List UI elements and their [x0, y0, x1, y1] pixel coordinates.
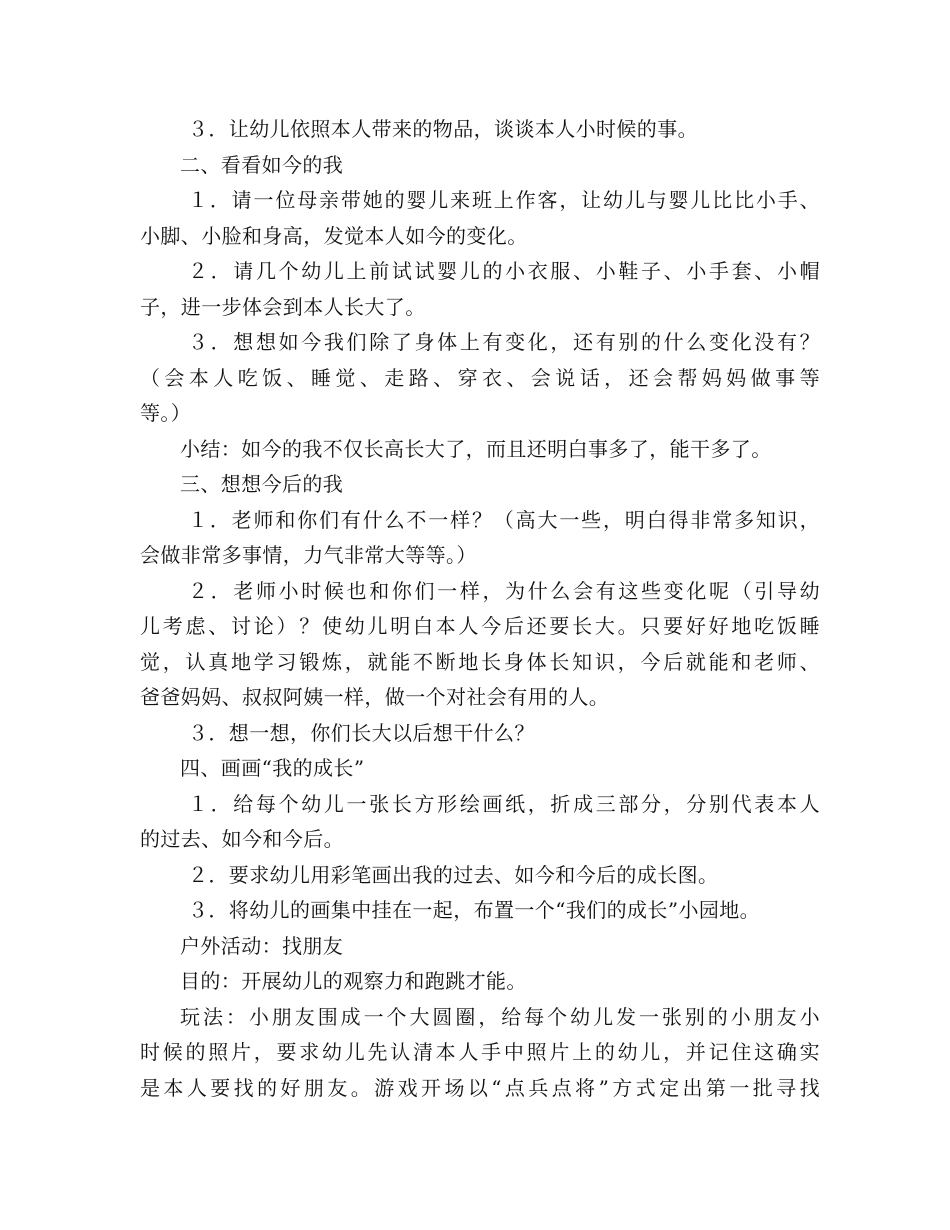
paragraph-line: ２．要求幼儿用彩笔画出我的过去、如今和今后的成长图。 — [188, 862, 719, 887]
paragraph-line: ３．让幼儿依照本人带来的物品，谈谈本人小时候的事。 — [188, 117, 698, 141]
paragraph-line: 小脚、小脸和身高，发觉本人如今的变化。 — [140, 223, 528, 248]
paragraph-line: ２．请几个幼儿上前试试婴儿的小衣服、小鞋子、小手套、小帽 — [188, 259, 820, 283]
paragraph-line: ３．想一想，你们长大以后想干什么？ — [188, 720, 535, 745]
paragraph-line: 是本人要找的好朋友。游戏开场以“点兵点将”方式定出第一批寻找 — [140, 1075, 820, 1100]
paragraph-line: （会本人吃饭、睡觉、走路、穿衣、会说话，还会帮妈妈做事等 — [140, 365, 820, 390]
document-body — [140, 112, 820, 1106]
paragraph-line: 儿考虑、讨论）？使幼儿明白本人今后还要长大。只要好好地吃饭睡 — [140, 614, 820, 638]
paragraph-line: 等。） — [140, 401, 192, 425]
activity-heading: 户外活动：找朋友 — [180, 933, 344, 958]
paragraph-line: ３．将幼儿的画集中挂在一起，布置一个“我们的成长”小园地。 — [188, 898, 761, 922]
paragraph-line: 玩法：小朋友围成一个大圆圈，给每个幼儿发一张别的小朋友小 — [180, 1004, 820, 1029]
paragraph-line: 会做非常多事情，力气非常大等等。） — [140, 543, 477, 567]
paragraph-line: １．请一位母亲带她的婴儿来班上作客，让幼儿与婴儿比比小手、 — [188, 188, 820, 212]
paragraph-line: 的过去、如今和今后。 — [140, 827, 344, 851]
paragraph-line: 子，进一步体会到本人长大了。 — [140, 294, 426, 319]
section-heading-2: 二、看看如今的我 — [180, 152, 344, 177]
activity-goal: 目的：开展幼儿的观察力和跑跳才能。 — [180, 969, 527, 993]
paragraph-line: １．给每个幼儿一张长方形绘画纸，折成三部分，分别代表本人 — [188, 791, 820, 816]
paragraph-line: ３．想想如今我们除了身体上有变化，还有别的什么变化没有？ — [188, 330, 820, 354]
paragraph-line: 爸爸妈妈、叔叔阿姨一样，做一个对社会有用的人。 — [140, 685, 610, 709]
summary-line: 小结：如今的我不仅长高长大了，而且还明白事多了，能干多了。 — [180, 436, 772, 461]
paragraph-line: １．老师和你们有什么不一样？（高大一些，明白得非常多知识， — [188, 507, 820, 532]
paragraph-line: 时候的照片，要求幼儿先认清本人手中照片上的幼儿，并记住这确实 — [140, 1040, 820, 1064]
paragraph-line: ２．老师小时候也和你们一样，为什么会有这些变化呢（引导幼 — [188, 578, 820, 603]
section-heading-4: 四、画画“我的成长” — [180, 756, 365, 780]
paragraph-line: 觉，认真地学习锻炼，就能不断地长身体长知识，今后就能和老师、 — [140, 649, 820, 674]
section-heading-3: 三、想想今后的我 — [180, 472, 344, 496]
